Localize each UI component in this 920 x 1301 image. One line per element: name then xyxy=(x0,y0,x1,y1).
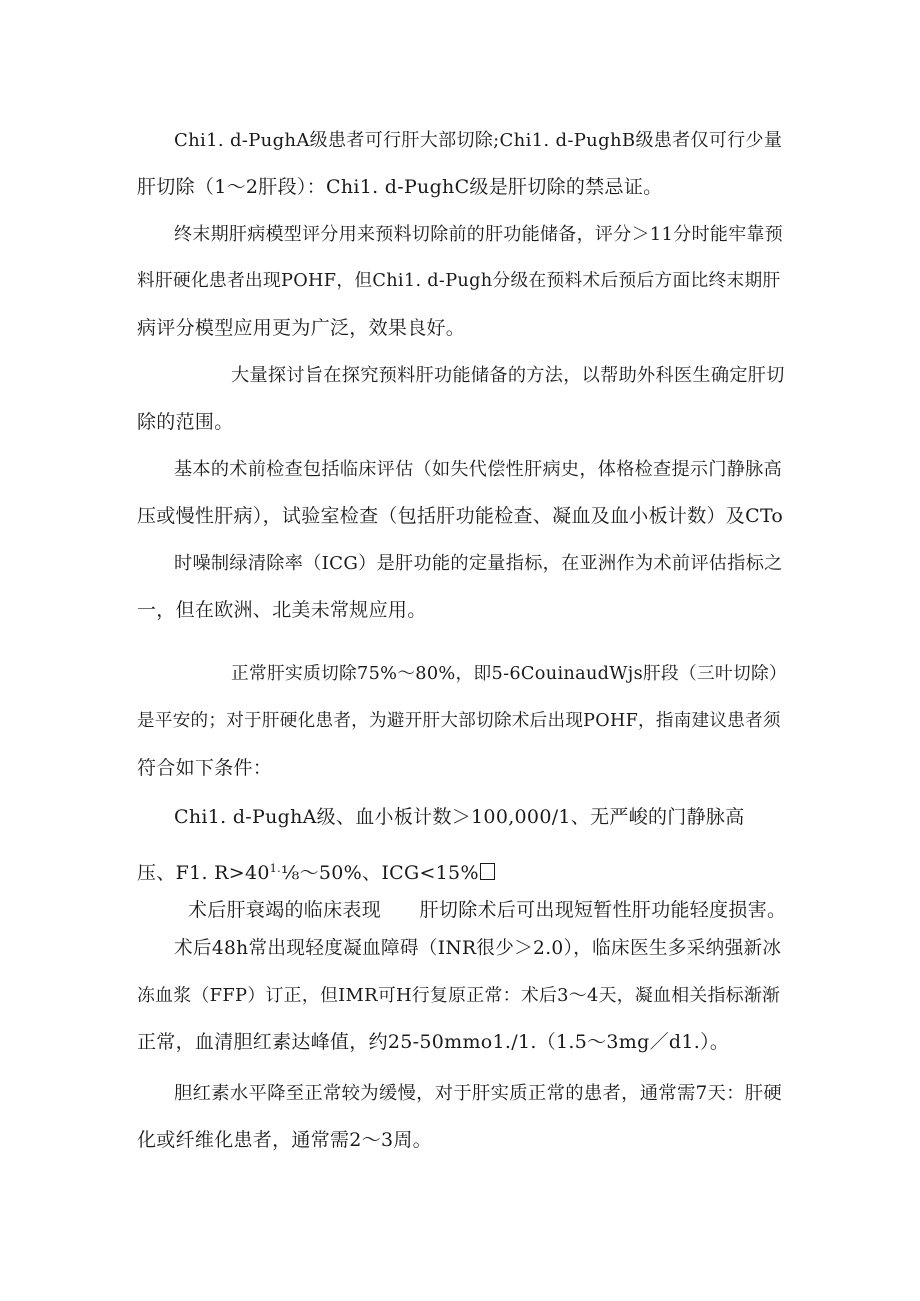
text-line xyxy=(137,849,787,893)
paragraph-icg-clearance xyxy=(137,540,787,634)
text-line: 大量探讨旨在探究预料肝功能储备的方法，以帮助外科医生确定肝切 xyxy=(231,365,785,386)
text-line: 压或慢性肝病），试验室检查（包括肝功能检查、凝血及血小板计数）及CTo xyxy=(137,505,784,527)
text-line: 正常肝实质切除75%～80%，即5-6CouinaudWjs肝段（三叶切除） xyxy=(231,664,787,684)
paragraph-conditions xyxy=(137,794,787,841)
text-line: 是平安的；对于肝硬化患者，为避开肝大部切除术后出现POHF，指南建议患者须 xyxy=(137,711,781,731)
text-line: 术后48h常出现轻度凝血障碍（INR很少＞2.0），临床医生多采纳强新冰 xyxy=(174,938,782,959)
paragraph-resection-volume xyxy=(137,651,787,792)
paragraph-coagulation xyxy=(137,925,787,1066)
text-line: 病评分模型应用更为广泛，效果良好。 xyxy=(137,317,466,339)
text-line: 一，但在欧洲、北美未常规应用。 xyxy=(137,599,427,621)
text-line: Chi1. d-PughA级患者可行肝大部切除;Chi1. d-PughB级患者仅可行少量 xyxy=(174,130,783,151)
paragraph-meld-score xyxy=(137,211,787,352)
condition-text-a: 压、F1. R>40 xyxy=(137,862,270,884)
text-line: 基本的术前检查包括临床评估（如失代偿性肝病史，体格检查提示门静脉高 xyxy=(174,459,783,480)
paragraph-conditions-continued xyxy=(137,849,787,893)
text-line: 终末期肝病模型评分用来预料切除前的肝功能储备，评分＞11分时能牢靠预 xyxy=(174,224,784,245)
paragraph-bilirubin xyxy=(137,1070,787,1164)
paragraph-reserve-research xyxy=(137,352,787,446)
text-line: Chi1. d-PughA级、血小板计数＞100,000/1、无严峻的门静脉高 xyxy=(174,806,745,828)
text-line: 符合如下条件： xyxy=(137,757,273,779)
text-line: 时噪制绿清除率（ICG）是肝功能的定量指标，在亚洲作为术前评估指标之 xyxy=(174,553,783,574)
text-line: 胆红素水平降至正常较为缓慢，对于肝实质正常的患者，通常需7天：肝硬 xyxy=(174,1083,783,1104)
text-line: 冻血浆（FFP）订正，但IMR可H行复原正常：术后3～4天，凝血相关指标渐渐 xyxy=(137,985,781,1006)
condition-text-b: ⅛～50%、ICG<15% xyxy=(280,862,479,884)
text-line: 料肝硬化患者出现POHF，但Chi1. d-Pugh分级在预料术后预后方面比终末期肝 xyxy=(137,271,781,291)
text-line: 肝切除（1～2肝段）：Chi1. d-PughC级是肝切除的禁忌证。 xyxy=(137,176,663,198)
paragraph-preop-exam xyxy=(137,446,787,540)
text-line: 正常，血清胆红素达峰值，约25-50mmo1./1.（1.5～3mg／d1.）。 xyxy=(137,1031,730,1053)
paragraph-clinical-presentation xyxy=(137,890,787,930)
text-line: 化或纤维化患者，通常需2～3周。 xyxy=(137,1129,432,1151)
superscript-text: 1. xyxy=(269,862,281,875)
paragraph-child-pugh-resection xyxy=(137,117,787,211)
text-line: 术后肝衰竭的临床表现 肝切除术后可出现短暂性肝功能轻度损害。 xyxy=(188,899,787,921)
text-line: 除的范围。 xyxy=(137,411,234,433)
placeholder-box-icon xyxy=(480,863,495,880)
